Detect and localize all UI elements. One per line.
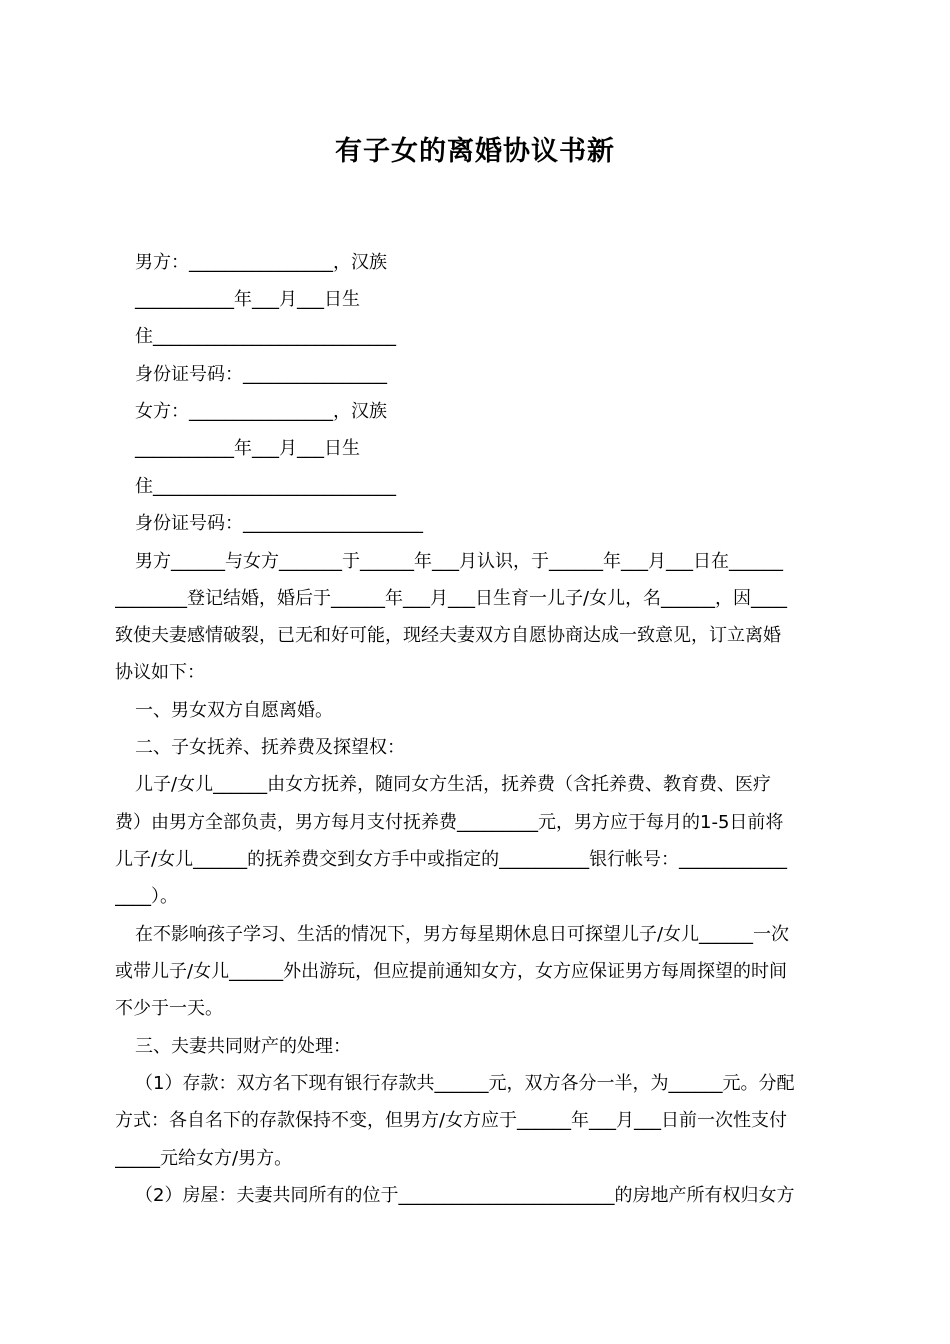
- paragraph-line: （2）房屋：夫妻共同所有的位于________________________的房地产所有权归女方: [135, 1185, 795, 1206]
- male-name-line: 男方：________________，汉族: [135, 252, 387, 273]
- paragraph-line: 协议如下：: [115, 662, 205, 683]
- paragraph-line: 或带儿子/女儿______外出游玩，但应提前通知女方，女方应保证男方每周探望的时间: [115, 961, 788, 982]
- paragraph-line: （1）存款：双方名下现有银行存款共______元，双方各分一半，为______元。分配: [135, 1073, 795, 1094]
- paragraph-line: 方式：各自名下的存款保持不变，但男方/女方应于______年___月___日前一次性支付: [115, 1110, 788, 1131]
- document-title: 有子女的离婚协议书新: [335, 136, 615, 167]
- paragraph-line: 男方______与女方_______于______年___月认识，于______年___月___日在______: [135, 551, 783, 572]
- section-heading-2: 二、子女抚养、抚养费及探望权：: [135, 737, 405, 758]
- section-heading-3: 三、夫妻共同财产的处理：: [135, 1036, 351, 1057]
- paragraph-line: ________登记结婚，婚后于______年___月___日生育一儿子/女儿，名______，因____: [115, 588, 788, 609]
- paragraph-line: 费）由男方全部负责，男方每月支付抚养费_________元，男方应于每月的1-5日前将: [115, 812, 784, 833]
- paragraph-line: 在不影响孩子学习、生活的情况下，男方每星期休息日可探望儿子/女儿______一次: [135, 924, 790, 945]
- male-birth-line: ___________年___月___日生: [135, 289, 360, 310]
- female-birth-line: ___________年___月___日生: [135, 438, 360, 459]
- male-id-line: 身份证号码：________________: [135, 364, 387, 385]
- female-name-line: 女方：________________，汉族: [135, 401, 387, 422]
- paragraph-line: 致使夫妻感情破裂，已无和好可能，现经夫妻双方自愿协商达成一致意见，订立离婚: [115, 625, 781, 646]
- paragraph-line: 儿子/女儿______的抚养费交到女方手中或指定的__________银行帐号：____________: [115, 849, 788, 870]
- paragraph-line: ____）。: [115, 886, 178, 907]
- section-heading-1: 一、男女双方自愿离婚。: [135, 700, 333, 721]
- female-id-line: 身份证号码：____________________: [135, 513, 423, 534]
- paragraph-line: 不少于一天。: [115, 998, 223, 1019]
- paragraph-line: _____元给女方/男方。: [115, 1148, 293, 1169]
- paragraph-line: 儿子/女儿______由女方抚养，随同女方生活，抚养费（含托养费、教育费、医疗: [135, 774, 772, 795]
- female-address-line: 住___________________________: [135, 476, 396, 497]
- male-address-line: 住___________________________: [135, 326, 396, 347]
